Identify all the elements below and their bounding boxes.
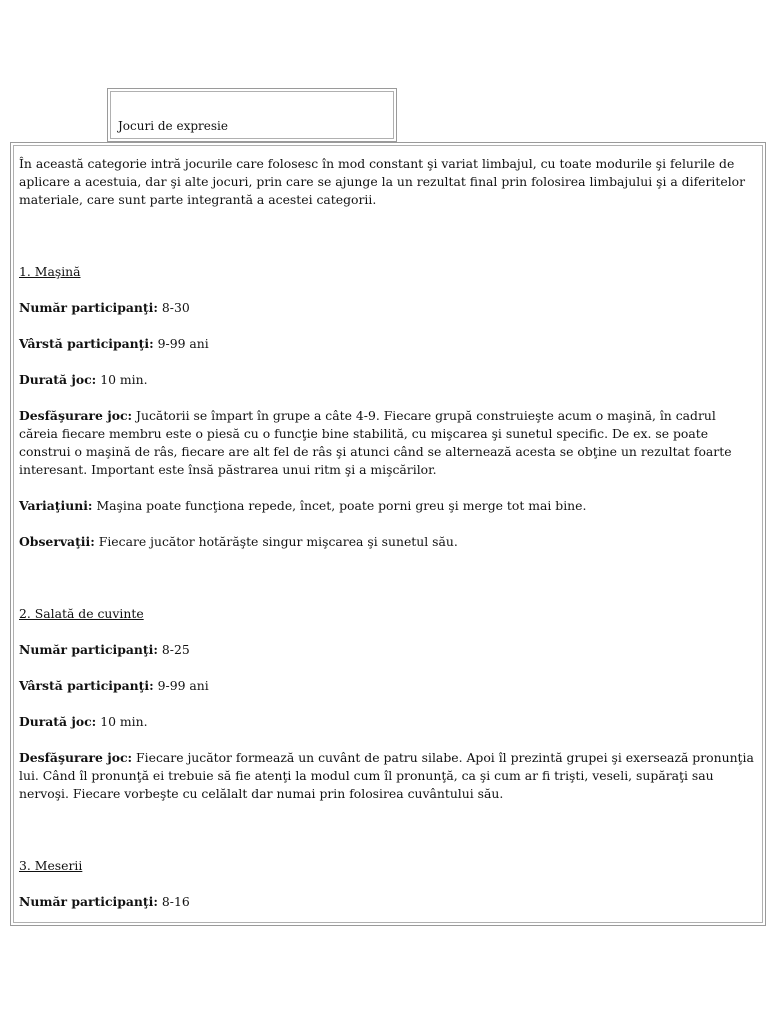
age-value: 9-99 ani — [153, 336, 209, 351]
age-label: Vârstă participanţi: — [19, 678, 154, 693]
game-2-participants — [19, 641, 756, 659]
description-label: Desfăşurare joc: — [19, 408, 133, 423]
participants-label: Număr participanţi: — [19, 300, 158, 315]
observations-label: Observaţii: — [19, 534, 95, 549]
age-value: 9-99 ani — [153, 678, 209, 693]
game-1-duration — [19, 371, 756, 389]
duration-label: Durată joc: — [19, 372, 97, 387]
game-2-age — [19, 677, 756, 695]
title-inner-frame — [110, 91, 394, 139]
variations-value: Maşina poate funcţiona repede, încet, poate porni greu şi merge tot mai bine. — [92, 498, 587, 513]
game-1-variations — [19, 497, 756, 515]
age-label: Vârstă participanţi: — [19, 336, 154, 351]
participants-value: 8-30 — [157, 300, 190, 315]
observations-value: Fiecare jucător hotărăşte singur mişcarea şi sunetul său. — [94, 534, 458, 549]
game-1-title: 1. Maşină — [19, 264, 81, 279]
participants-label: Număr participanţi: — [19, 894, 158, 909]
game-1-participants — [19, 299, 756, 317]
duration-value: 10 min. — [96, 714, 148, 729]
game-1-age — [19, 335, 756, 353]
duration-label: Durată joc: — [19, 714, 97, 729]
content-inner-frame — [13, 145, 763, 923]
description-value: Fiecare jucător formează un cuvânt de patru silabe. Apoi îl prezintă grupei şi exersează pronunţia lui. Când îl pronunţă ei trebuie să fie atenţi la modul cum îl pronunţă, ca şi cum ar fi trişti, veseli, supăraţi sau nervoşi. Fiecare vorbeşte cu celălalt dar numai prin folosirea cuvântului său. — [19, 750, 754, 801]
page-title: Jocuri de expresie — [118, 119, 228, 133]
participants-value: 8-16 — [157, 894, 190, 909]
participants-value: 8-25 — [157, 642, 190, 657]
game-2-duration — [19, 713, 756, 731]
description-label: Desfăşurare joc: — [19, 750, 133, 765]
content-box — [10, 142, 766, 926]
intro-paragraph: În această categorie intră jocurile care folosesc în mod constant şi variat limbajul, cu toate modurile şi felurile de aplicare a acestuia, dar şi alte jocuri, prin care se ajunge la un rezultat final prin folosirea limbajului şi a diferitelor materiale, care sunt parte integrantă a acestei categorii. — [19, 156, 746, 207]
game-2-description — [19, 749, 756, 803]
game-3-title: 3. Meserii — [19, 858, 83, 873]
duration-value: 10 min. — [96, 372, 148, 387]
document-body — [19, 155, 756, 911]
game-1-observations — [19, 533, 756, 551]
game-2-title: 2. Salată de cuvinte — [19, 606, 144, 621]
game-1-description — [19, 407, 756, 479]
description-value: Jucătorii se împart în grupe a câte 4-9. Fiecare grupă construieşte acum o maşină, în cadrul căreia fiecare membru este o piesă cu o funcţie bine stabilită, cu mişcarea şi sunetul specific. De ex. se poate construi o maşină de râs, fiecare are alt fel de râs şi atunci când se alternează acesta se obţine un rezultat foarte interesant. Important este însă păstrarea unui ritm şi a mişcărilor. — [19, 408, 732, 477]
variations-label: Variaţiuni: — [19, 498, 93, 513]
game-3-participants — [19, 893, 756, 911]
title-box — [107, 88, 397, 142]
participants-label: Număr participanţi: — [19, 642, 158, 657]
